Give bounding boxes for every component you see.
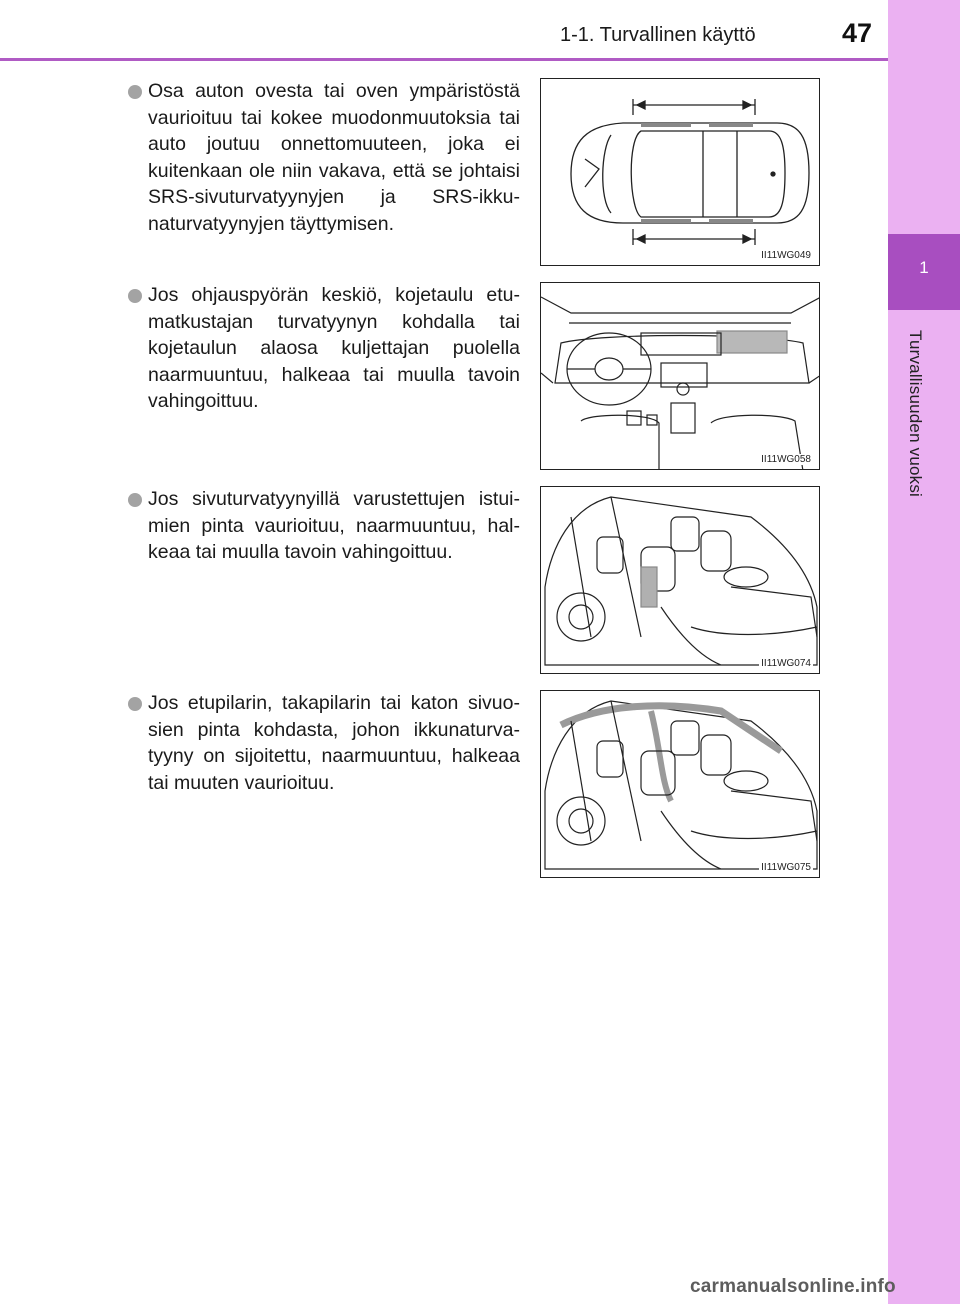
- figure-car-top-view: [540, 78, 820, 266]
- figure-code: II11WG074: [761, 658, 811, 669]
- watermark: carmanualsonline.info: [690, 1276, 896, 1297]
- figure-dashboard: [540, 282, 820, 470]
- list-item: [128, 486, 520, 566]
- car-top-view-illustration: [541, 79, 820, 266]
- figure-curtain-airbag: [540, 690, 820, 878]
- figure-code: II11WG058: [761, 454, 811, 465]
- bullet-icon: [128, 697, 142, 711]
- chapter-title: Turvallisuuden vuoksi: [906, 330, 925, 498]
- header-rule: [0, 58, 888, 61]
- section-title: 1-1. Turvallinen käyttö: [560, 24, 756, 46]
- list-item: [128, 690, 520, 796]
- figure-seats-side-airbag: [540, 486, 820, 674]
- bullet-icon: [128, 85, 142, 99]
- bullet-icon: [128, 493, 142, 507]
- sidebar: [888, 0, 960, 1304]
- figure-code: II11WG049: [761, 250, 811, 261]
- chapter-number: 1: [919, 258, 929, 277]
- page-number: 47: [842, 18, 873, 48]
- list-item: [128, 78, 520, 237]
- item-text: Jos etupilarin, takapilarin tai katon sivuosien pinta kohdasta, johon ikkunaturvatyyny on sijoitettu, naarmuuntuu, halkeaa tai muuten vaurioituu.: [148, 692, 520, 794]
- item-text: Jos ohjauspyörän keskiö, kojetaulu etumatkustajan turvatyynyn kohdalla tai kojetaulun alaosa kuljettajan puolella naarmuuntuu, halkeaa tai muulla tavoin vahingoittuu.: [148, 284, 520, 412]
- item-text: Jos sivuturvatyynyillä varustettujen istuimien pinta vaurioituu, naarmuuntuu, halkeaa tai muulla tavoin vahingoittuu.: [148, 488, 520, 563]
- bullet-icon: [128, 289, 142, 303]
- item-text: Osa auton ovesta tai oven ympäristöstä vaurioituu tai kokee muodonmuutoksia tai auto joutuu onnettomuuteen, joka ei kuitenkaan ole niin vakava, että se johtaisi SRS-sivuturvatyynyjen ja SRS-ikkunaturvatyynyjen täyttymisen.: [148, 80, 520, 235]
- seats-side-airbag-illustration: [541, 487, 820, 674]
- dashboard-illustration: [541, 283, 820, 470]
- list-item: [128, 282, 520, 415]
- curtain-airbag-illustration: [541, 691, 820, 878]
- figure-code: II11WG075: [761, 862, 811, 873]
